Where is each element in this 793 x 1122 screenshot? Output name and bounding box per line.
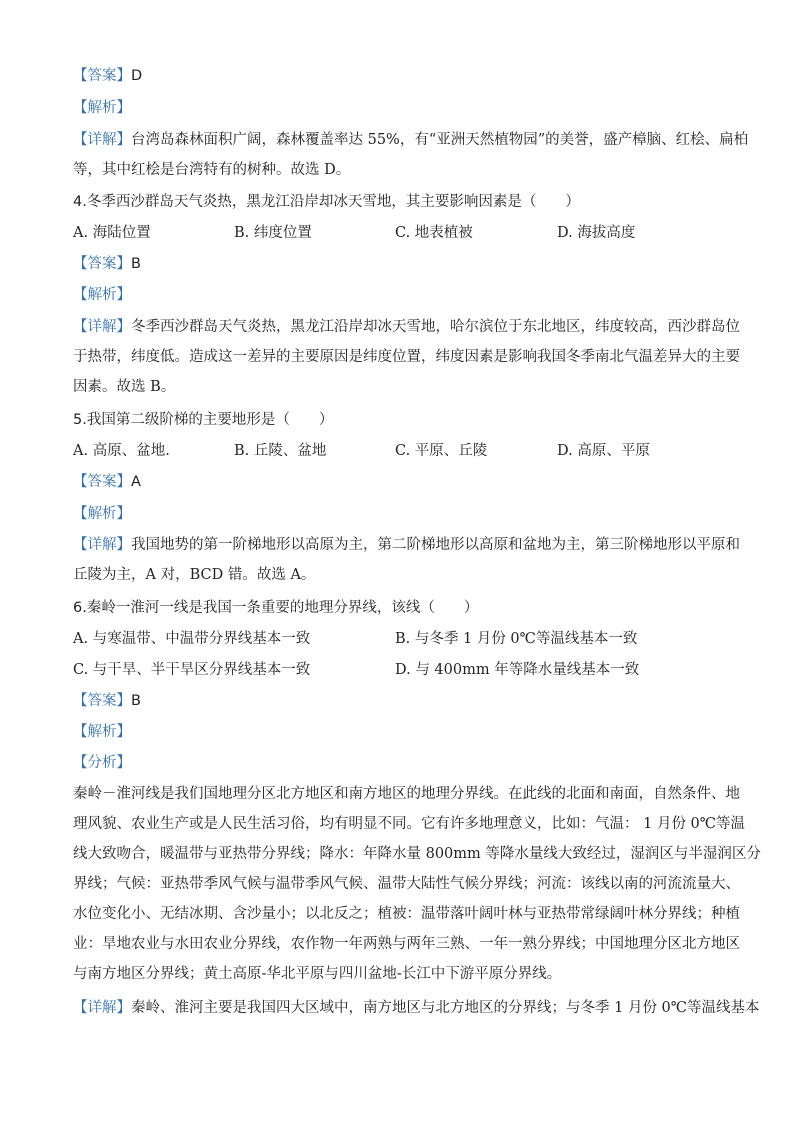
q6-analysis-line-7: 与南方地区分界线；黄土高原-华北平原与四川盆地-长江中下游平原分界线。 [73, 966, 562, 982]
q6-stem: 6.秦岭一淮河一线是我国一条重要的地理分界线，该线（ ） [73, 600, 479, 616]
q4-detail-line-3: 因素。故选 B。 [73, 379, 176, 395]
q5-option-d: D. 高原、平原 [557, 443, 650, 459]
q4-analysis-row [73, 285, 131, 305]
q6-analysis-line-3: 线大致吻合，暖温带与亚热带分界线；降水：年降水量 800mm 等降水量线大致经过，湿润区与半湿润区分 [73, 846, 761, 862]
q6-analysis-line-6: 业：旱地农业与水田农业分界线，农作物一年两熟与两年三熟、一年一熟分界线；中国地理分区北方地区 [73, 936, 740, 952]
q3-detail-line-2: 等，其中红桧是台湾特有的树种。故选 D。 [73, 162, 351, 178]
q5-detail-line-1 [73, 535, 740, 555]
answer-label: 【答案】 [73, 474, 131, 490]
q6-option-b: B. 与冬季 1 月份 0℃等温线基本一致 [395, 631, 638, 647]
q3-answer-row [73, 66, 142, 86]
q5-analysis-row [73, 504, 131, 524]
q5-stem: 5.我国第二级阶梯的主要地形是（ ） [73, 412, 334, 428]
detail-label: 【详解】 [73, 537, 131, 553]
q4-option-a: A. 海陆位置 [73, 225, 151, 241]
analysis-label: 【解析】 [73, 287, 131, 303]
analysis-label: 【解析】 [73, 724, 131, 740]
answer-label: 【答案】 [73, 68, 131, 84]
q4-answer: B [131, 256, 141, 272]
q5-option-a: A. 高原、盆地. [73, 443, 170, 459]
q6-option-a: A. 与寒温带、中温带分界线基本一致 [73, 631, 311, 647]
q3-detail-text-1: 台湾岛森林面积广阔，森林覆盖率达 55%，有“亚洲天然植物园”的美誉，盛产樟脑、红桧、扁柏 [131, 132, 749, 148]
q6-fenxi-row [73, 753, 131, 773]
q5-answer: A [131, 474, 141, 490]
answer-label: 【答案】 [73, 693, 131, 709]
q4-option-b: B. 纬度位置 [234, 225, 312, 241]
q6-analysis-line-5: 水位变化小、无结冰期、含沙量小；以北反之；植被：温带落叶阔叶林与亚热带常绿阔叶林分界线；种植 [73, 906, 740, 922]
q6-analysis-line-1: 秦岭－淮河线是我们国地理分区北方地区和南方地区的地理分界线。在此线的北面和南面，自然条件、地 [73, 786, 740, 802]
q3-answer: D [131, 68, 143, 84]
q6-option-d: D. 与 400mm 年等降水量线基本一致 [395, 662, 640, 678]
q4-detail-text-1: 冬季西沙群岛天气炎热，黑龙江沿岸却冰天雪地，哈尔滨位于东北地区，纬度较高，西沙群岛位 [131, 319, 740, 335]
q5-answer-row [73, 472, 141, 492]
q4-option-c: C. 地表植被 [395, 225, 473, 241]
q6-analysis-line-4: 界线；气候：亚热带季风气候与温带季风气候、温带大陆性气候分界线；河流：该线以南的河流流量大、 [73, 876, 740, 892]
q6-analysis-row [73, 722, 131, 742]
q5-detail-line-2: 丘陵为主，A 对，BCD 错。故选 A。 [73, 567, 316, 583]
q3-detail-line-1 [73, 130, 749, 150]
q6-detail-line-1 [73, 998, 760, 1018]
detail-label: 【详解】 [73, 1000, 131, 1016]
detail-label: 【详解】 [73, 132, 131, 148]
q6-detail-text-1: 秦岭、淮河主要是我国四大区域中，南方地区与北方地区的分界线；与冬季 1 月份 0℃等温线基本 [131, 1000, 760, 1016]
q5-option-c: C. 平原、丘陵 [395, 443, 488, 459]
analysis-label: 【解析】 [73, 506, 131, 522]
analysis-label: 【解析】 [73, 100, 131, 116]
q6-answer-row [73, 691, 141, 711]
q4-detail-line-2: 于热带，纬度低。造成这一差异的主要原因是纬度位置，纬度因素是影响我国冬季南北气温差异大的主要 [73, 349, 740, 365]
q6-analysis-line-2: 理风貌、农业生产或是人民生活习俗，均有明显不同。它有许多地理意义，比如：气温： 1 月份 0℃等温 [73, 816, 745, 832]
fenxi-label: 【分析】 [73, 755, 131, 771]
q6-option-c: C. 与干旱、半干旱区分界线基本一致 [73, 662, 311, 678]
q5-detail-text-1: 我国地势的第一阶梯地形以高原为主，第二阶梯地形以高原和盆地为主，第三阶梯地形以平原和 [131, 537, 740, 553]
q4-stem: 4.冬季西沙群岛天气炎热，黑龙江沿岸却冰天雪地，其主要影响因素是（ ） [73, 194, 580, 210]
q6-answer: B [131, 693, 141, 709]
answer-label: 【答案】 [73, 256, 131, 272]
detail-label: 【详解】 [73, 319, 131, 335]
q4-answer-row [73, 254, 141, 274]
q3-analysis-row [73, 98, 131, 118]
q4-detail-line-1 [73, 317, 740, 337]
q5-option-b: B. 丘陵、盆地 [234, 443, 327, 459]
q4-option-d: D. 海拔高度 [557, 225, 636, 241]
